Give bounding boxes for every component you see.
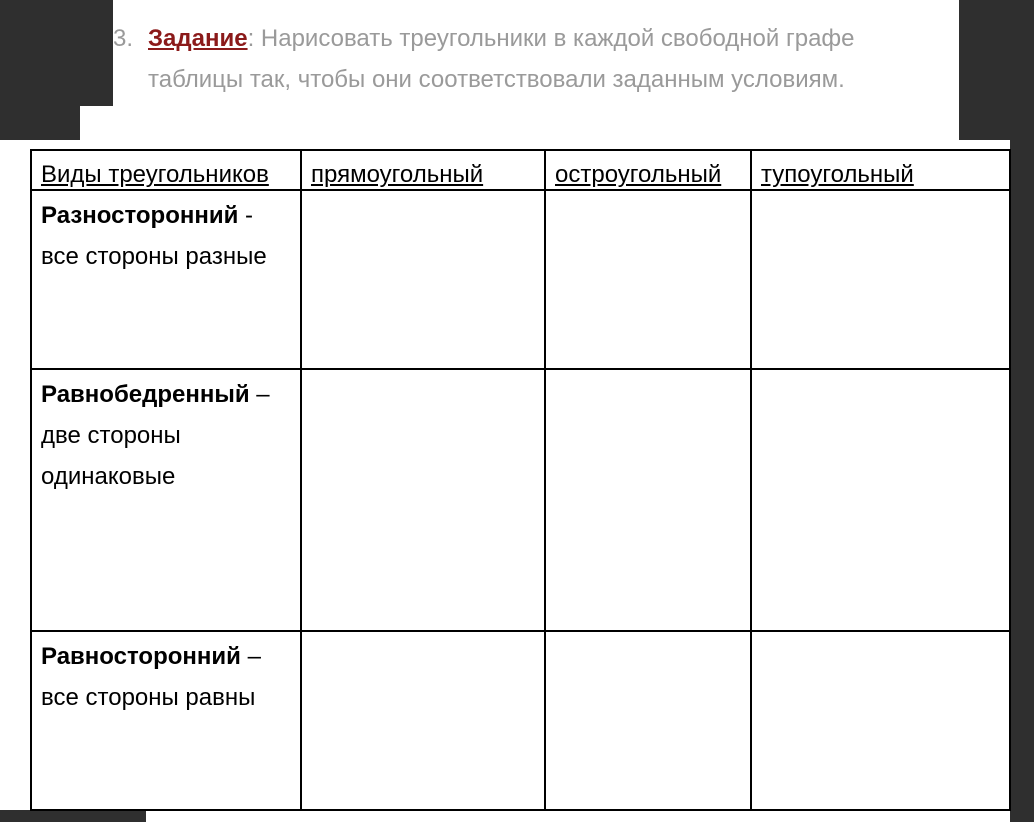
background-strip <box>0 810 146 822</box>
table-row-scalene <box>31 190 1010 369</box>
cell-equilateral-right[interactable] <box>301 631 545 810</box>
table-row-equilateral <box>31 631 1010 810</box>
row-label-isosceles: Равнобедренный – две стороны одинаковые <box>31 369 301 631</box>
triangle-table <box>30 149 1011 811</box>
table-header-row <box>31 150 1010 190</box>
task-label: Задание <box>148 25 248 52</box>
task-instruction: Нарисовать треугольники в каждой свободной графе таблицы так, чтобы они соответствовали заданным условиям. <box>148 25 855 93</box>
header-triangle-types: Виды треугольников <box>31 150 301 190</box>
header-right-angled: прямоугольный <box>301 150 545 190</box>
cell-isosceles-obtuse[interactable] <box>751 369 1010 631</box>
row-label-equilateral: Равносторонний – все стороны равны <box>31 631 301 810</box>
cell-scalene-right[interactable] <box>301 190 545 369</box>
row-description: две стороны одинаковые <box>41 421 181 490</box>
task-text <box>148 18 948 100</box>
row-name: Равнобедренный <box>41 380 250 408</box>
background-strip <box>1010 140 1034 822</box>
cell-scalene-obtuse[interactable] <box>751 190 1010 369</box>
row-description: все стороны равны <box>41 684 256 712</box>
header-acute: остроугольный <box>545 150 751 190</box>
cell-equilateral-obtuse[interactable] <box>751 631 1010 810</box>
cell-equilateral-acute[interactable] <box>545 631 751 810</box>
cell-isosceles-acute[interactable] <box>545 369 751 631</box>
row-description: все стороны разные <box>41 243 267 270</box>
row-label-scalene: Разносторонний - все стороны разные <box>31 190 301 369</box>
header-obtuse: тупоугольный <box>751 150 1010 190</box>
task-number: 3. <box>113 25 134 52</box>
cell-isosceles-right[interactable] <box>301 369 545 631</box>
row-name: Равносторонний <box>41 643 241 671</box>
table-row-isosceles <box>31 369 1010 631</box>
cell-scalene-acute[interactable] <box>545 190 751 369</box>
task-colon: : <box>247 25 255 52</box>
row-name: Разносторонний <box>41 202 239 229</box>
